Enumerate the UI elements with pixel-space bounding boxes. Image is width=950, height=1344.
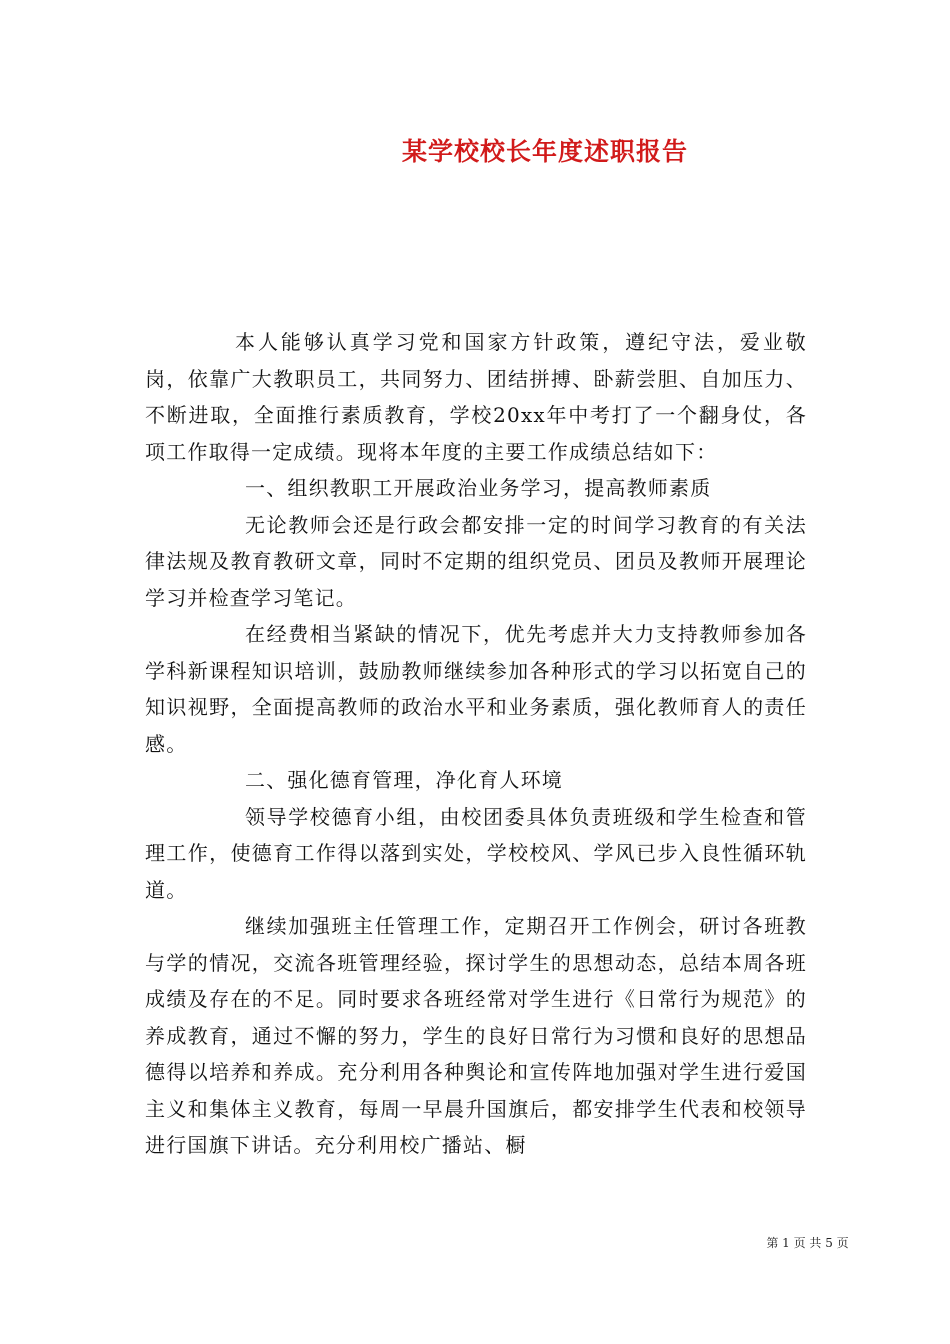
- document-title: 某学校校长年度述职报告: [401, 137, 688, 166]
- paragraph-study: 无论教师会还是行政会都安排一定的时间学习教育的有关法律法规及教育教研文章，同时不定期的组织党员、团员及教师开展理论学习并检查学习笔记。: [145, 512, 807, 610]
- section-heading-1: 一、组织教职工开展政治业务学习，提高教师素质: [245, 476, 712, 500]
- section-heading-2: 二、强化德育管理，净化育人环境: [245, 768, 563, 792]
- paragraph-intro: 本人能够认真学习党和国家方针政策，遵纪守法，爱业敬岗，依靠广大教职员工，共同努力、团结拼搏、卧薪尝胆、自加压力、不断进取，全面推行素质教育，学校20xx年中考打了一个翻身仗，各项工作取得一定成绩。现将本年度的主要工作成绩总结如下：: [145, 330, 807, 464]
- paragraph-training: 在经费相当紧缺的情况下，优先考虑并大力支持教师参加各学科新课程知识培训，鼓励教师继续参加各种形式的学习以拓宽自己的知识视野，全面提高教师的政治水平和业务素质，强化教师育人的责任感。: [145, 622, 807, 756]
- paragraph-moral-group: 领导学校德育小组，由校团委具体负责班级和学生检查和管理工作，使德育工作得以落到实处，学校校风、学风已步入良性循环轨道。: [145, 804, 807, 902]
- paragraph-class-management: 继续加强班主任管理工作，定期召开工作例会，研讨各班教与学的情况，交流各班管理经验，探讨学生的思想动态，总结本周各班成绩及存在的不足。同时要求各班经常对学生进行《日常行为规范》的养成教育，通过不懈的努力，学生的良好日常行为习惯和良好的思想品德得以培养和养成。充分利用各种舆论和宣传阵地加强对学生进行爱国主义和集体主义教育，每周一早晨升国旗后，都安排学生代表和校领导进行国旗下讲话。充分利用校广播站、橱: [145, 914, 807, 1157]
- page-number-label: 第 1 页 共 5 页: [766, 1236, 849, 1250]
- document-body: [145, 324, 807, 1164]
- page-footer: [0, 1234, 950, 1251]
